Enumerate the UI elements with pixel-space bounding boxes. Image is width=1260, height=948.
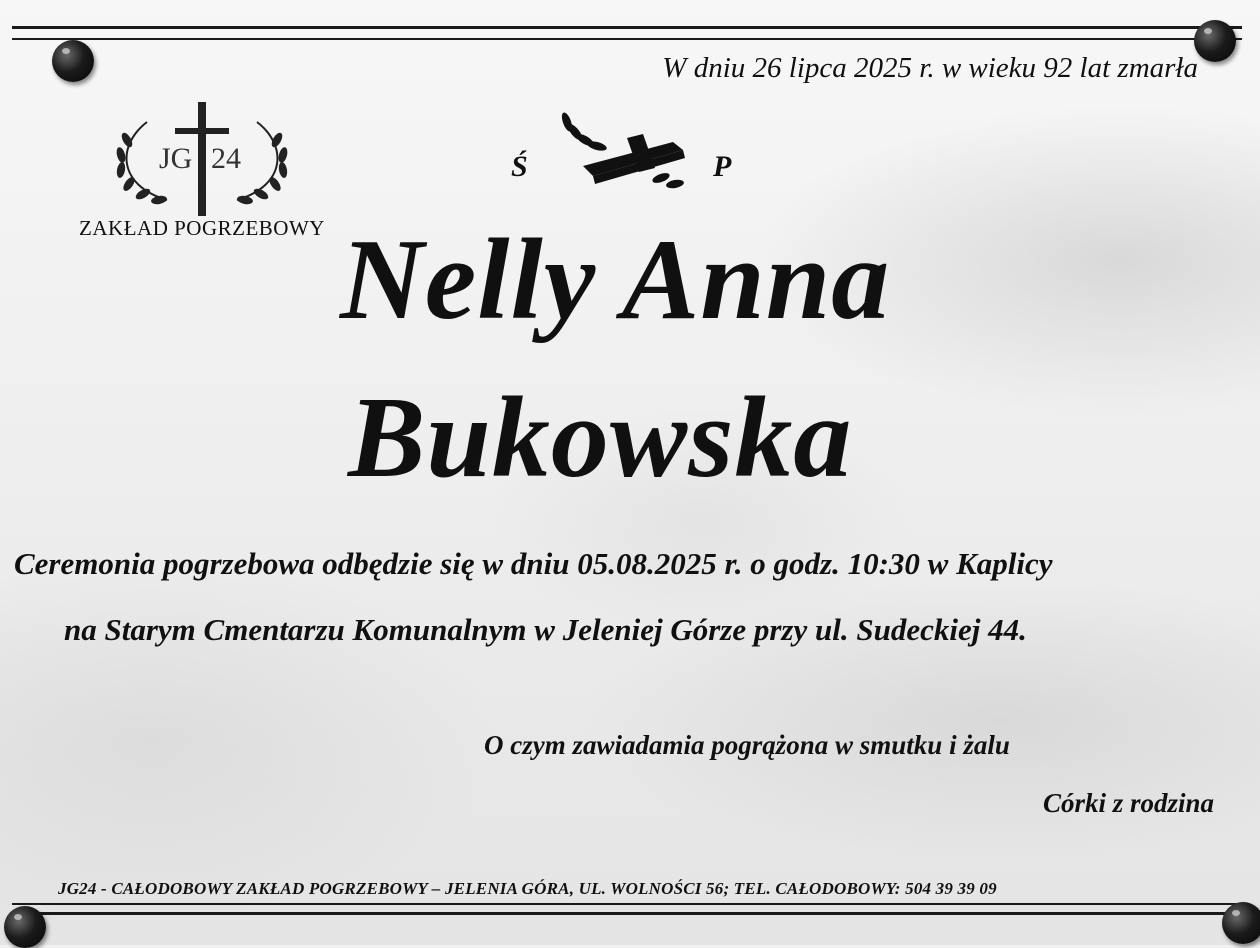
top-border-rule-inner	[12, 38, 1242, 40]
bottom-border-rule	[12, 912, 1242, 915]
funeral-home-logo	[62, 100, 342, 250]
pin-bottom-left	[4, 906, 46, 948]
logo-caption: ZAKŁAD POGRZEBOWY	[79, 216, 325, 240]
deceased-first-names: Nelly Anna	[340, 216, 891, 344]
ceremony-details-line-2: na Starym Cmentarzu Komunalnym w Jeleniej Górze przy ul. Sudeckiej 44.	[64, 612, 1027, 647]
ceremony-details-line-1: Ceremonia pogrzebowa odbędzie się w dniu 05.08.2025 r. o godz. 10:30 w Kaplicy	[14, 546, 1053, 581]
family-signature: Córki z rodzina	[1042, 788, 1214, 818]
sp-left-letter: Ś	[511, 150, 528, 183]
death-announcement-intro: W dniu 26 lipca 2025 r. w wieku 92 lat zmarła	[662, 52, 1198, 84]
deceased-surname: Bukowska	[348, 374, 853, 502]
sp-right-letter: P	[713, 150, 732, 183]
cross-with-laurel-wreath-icon	[107, 100, 297, 218]
funeral-home-footer: JG24 - CAŁODOBOWY ZAKŁAD POGRZEBOWY – JELENIA GÓRA, UL. WOLNOŚCI 56; TEL. CAŁODOBOWY: 504 39 39 09	[58, 879, 997, 898]
cross-with-palm-branch-icon	[553, 108, 703, 196]
logo-right-number: 24	[211, 142, 241, 175]
logo-left-letters: JG	[159, 142, 193, 175]
pin-top-left	[52, 40, 94, 82]
pin-bottom-right	[1222, 902, 1260, 944]
bottom-border-rule-inner	[12, 903, 1242, 905]
pin-top-right	[1194, 20, 1236, 62]
closing-sentence: O czym zawiadamia pogrążona w smutku i żalu	[484, 730, 1010, 760]
sp-ornament	[505, 108, 765, 198]
top-border-rule	[12, 26, 1242, 29]
